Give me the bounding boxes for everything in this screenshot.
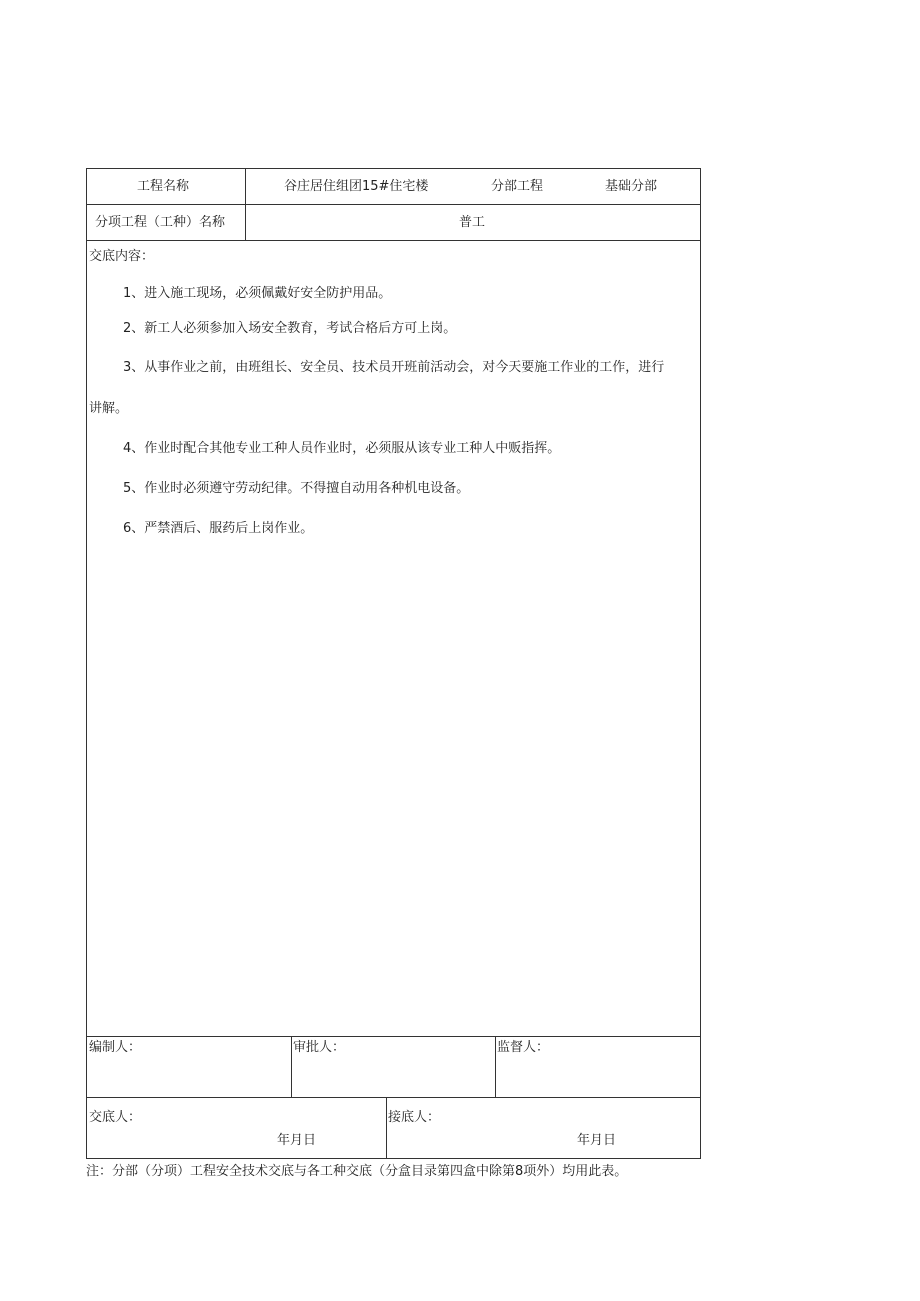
content-item: 1、进入施工现场，必须佩戴好安全防护用品。 [123,286,392,301]
row-divider [87,204,700,205]
footer-note: 注：分部（分项）工程安全技术交底与各工种交底（分盒目录第四盒中除第8项外）均用此表。 [86,1164,628,1179]
project-name-label: 工程名称 [137,179,190,194]
content-item: 5、作业时必须遵守劳动纪律。不得擅自动用各种机电设备。 [123,481,470,496]
signature-divider [291,1036,292,1097]
receiver-date: 年月日 [577,1133,617,1148]
signature-divider [386,1097,387,1158]
supervisor-label: 监督人： [497,1040,550,1055]
content-item: 2、新工人必须参加入场安全教育，考试合格后方可上岗。 [123,321,457,336]
receiver-label: 接底人： [388,1110,441,1125]
row-divider [87,240,700,241]
project-name-value: 谷庄居住组团15#住宅楼 [284,179,429,194]
subitem-label: 分项工程（工种）名称 [95,215,226,230]
row-divider [87,1036,700,1037]
content-title: 交底内容： [89,249,155,264]
division-label: 分部工程 [491,179,544,194]
compiler-label: 编制人： [89,1040,142,1055]
content-item: 4、作业时配合其他专业工种人员作业时，必须服从该专业工种人中贩指挥。 [123,441,561,456]
approver-label: 审批人： [293,1040,346,1055]
subitem-value: 普工 [459,215,486,230]
content-item: 6、严禁酒后、服药后上岗作业。 [123,521,314,536]
signature-divider [495,1036,496,1097]
row-divider [87,1097,700,1098]
discloser-label: 交底人： [89,1110,142,1125]
discloser-date: 年月日 [277,1133,317,1148]
content-item-continuation: 讲解。 [89,401,129,416]
safety-disclosure-form [86,168,701,1159]
division-value: 基础分部 [605,179,658,194]
content-item: 3、从事作业之前，由班组长、安全员、技术员开班前活动会，对今天要施工作业的工作，进行 [123,360,665,375]
